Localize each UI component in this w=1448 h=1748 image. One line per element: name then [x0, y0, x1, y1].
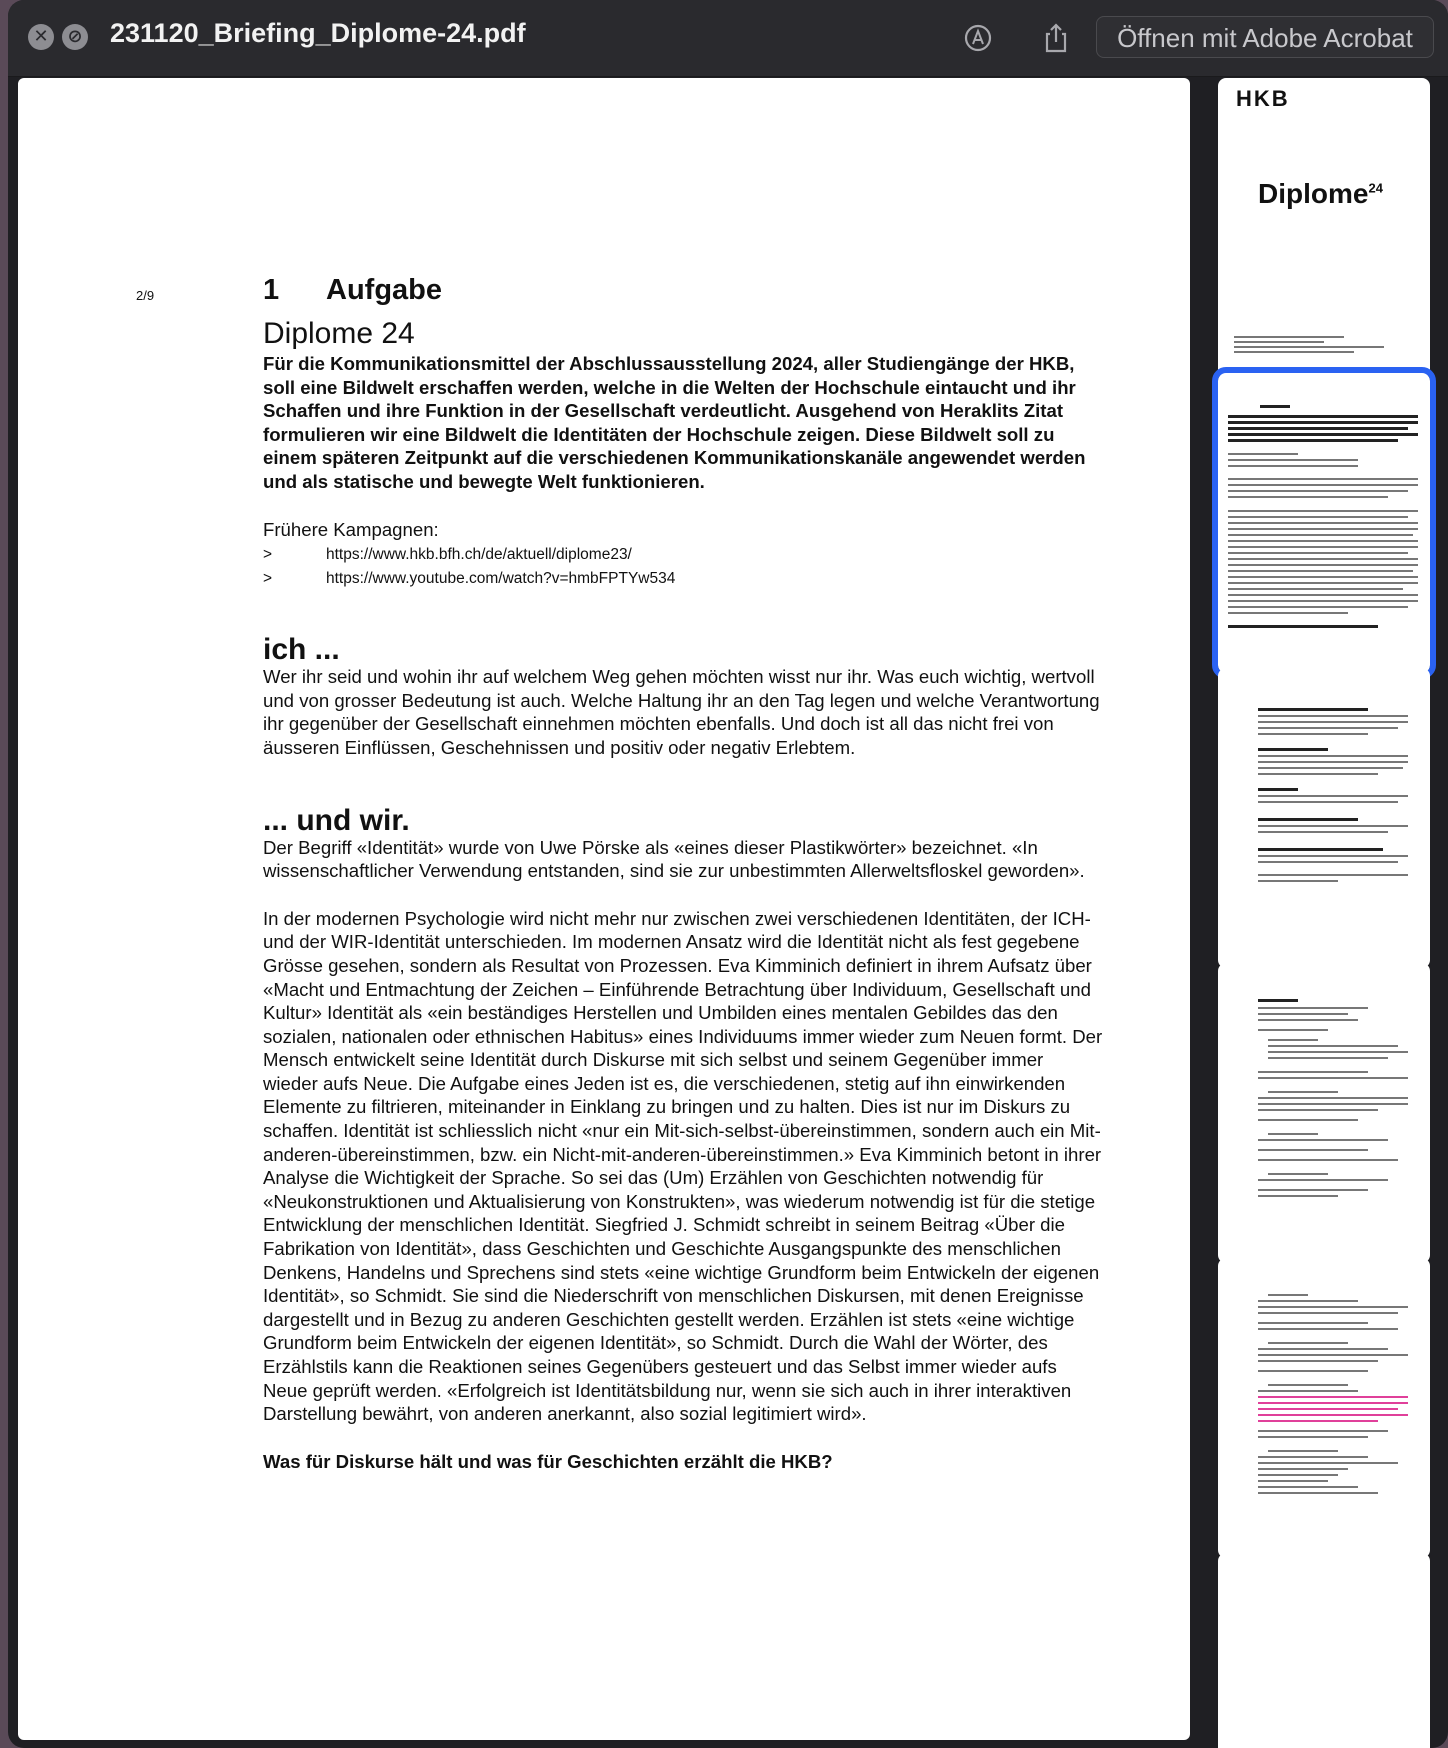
open-with-acrobat-button[interactable]: Öffnen mit Adobe Acrobat [1096, 16, 1434, 58]
thumbnail-page-6[interactable] [1218, 1553, 1430, 1748]
title-bar [8, 0, 1448, 77]
page-content [263, 270, 1103, 1473]
section-wir-title: ... und wir. [263, 803, 410, 837]
campaign-link-item[interactable] [263, 543, 1103, 567]
cover-title-text: Diplome [1258, 178, 1369, 209]
markup-pen-icon[interactable] [960, 20, 996, 56]
hkb-logo: HKB [1236, 86, 1290, 111]
section-wir-text-1: Der Begriff «Identität» wurde von Uwe Pörske als «eines dieser Plastikwörter» bezeichnet. «In wissenschaftlicher Verwendung entstanden, sind sie zur unbestimmten Allerweltsfloskel geworden». [263, 836, 1085, 882]
closing-question: Was für Diskurse hält und was für Geschichten erzählt die HKB? [263, 1450, 833, 1472]
thumbnail-page-1[interactable] [1218, 78, 1430, 378]
campaign-link[interactable]: https://www.youtube.com/watch?v=hmbFPTYw534 [326, 570, 676, 588]
cover-title [1258, 178, 1383, 210]
thumbnail-sidebar[interactable] [1204, 78, 1438, 1748]
disable-circle-icon[interactable]: ⊘ [62, 24, 88, 50]
thumbnail-page-5[interactable] [1218, 1258, 1430, 1558]
close-circle-icon[interactable]: ✕ [28, 24, 54, 50]
campaign-links [263, 543, 1103, 591]
campaigns-label: Frühere Kampagnen: [263, 518, 439, 540]
section-title: Aufgabe [326, 274, 442, 306]
campaign-link[interactable]: https://www.hkb.bfh.ch/de/aktuell/diplome23/ [326, 546, 632, 564]
section-ich-text: Wer ihr seid und wohin ihr auf welchem Weg gehen möchten wisst nur ihr. Was euch wichtig, wertvoll und von grosser Bedeutung ist auch. Welche Haltung ihr an den Tag legen und welche Verantwortung ihr gegenüber der Gesellschaft einnehmen möchten ebenfalls. Und doch ist all das nicht frei von äusseren Einflüssen, Geschehnissen und positiv oder negativ Erlebtem. [263, 666, 1100, 758]
section-heading [263, 270, 1103, 310]
subtitle: Diplome 24 [263, 317, 415, 350]
preview-window [8, 0, 1448, 1748]
section-wir-text-2: In der modernen Psychologie wird nicht mehr nur zwischen zwei verschiedenen Identitäten, der ICH- und der WIR-Identität unterschieden. Im modernen Ansatz wird die Identität nicht als fest gegebene Grösse gesehen, sondern als Resultat von Prozessen. Eva Kimminich definiert in ihrem Aufsatz über «Macht und Entmachtung der Zeichen – Einführende Betrachtung über Individuum, Gesellschaft und Kultur» Identität als «ein beständiges Herstellen und Umbilden eines mentalen Gebildes das den sozialen, nationalen oder ethnischen Habitus» eines Individuums immer wieder zum Neuen formt. Der Mensch entwickelt seine Identität durch Diskurse mit sich selbst und seinem Gegenüber immer wieder aufs Neue. Die Aufgabe eines Jeden ist es, die verschiedenen, stetig auf ihn einwirkenden Elemente zu filtrieren, miteinander in Einklang zu bringen und zu halten. Dies ist nur im Diskurs zu schaffen. Identität ist schliesslich nicht «nur ein Mit-sich-selbst-übereinstimmen, sondern auch ein Mit-anderen-übereinstimmen, bzw. ein Nicht-mit-anderen-übereinstimmen.» Eva Kimminich betont in ihrer Analyse die Wichtigkeit der Sprache. So sei das (Um) Erzählen von Geschichten notwendig für «Neukonstruktionen und Aktualisierung von Konstrukten», was wiederum notwendig ist für die stetige Entwicklung der menschlichen Identität. Siegfried J. Schmidt schreibt in seinem Beitrag «Über die Fabrikation von Identität», dass Geschichten und Geschichte Ausgangspunkte des menschlichen Denkens, Handelns und Sprechens sind stets «eine wichtige Grundform beim Entwickeln der eigenen Identität», so Schmidt. Sie sind die Niederschrift von menschlichen Diskursen, mit denen Ereignisse dargestellt und in Bezug zu anderen Geschichten gestellt werden. Erzählen ist stets «eine wichtige Grundform beim Entwickeln der eigenen Identität», so Schmidt. Durch die Wahl der Wörter, des Erzählstils kann die Reaktionen seines Gegenübers gesteuert und das Selbst immer wieder aufs Neue geprüft werden. «Erfolgreich ist Identitätsbildung nur, wenn sie sich auch in ihrer interaktiven Darstellung bewährt, von anderen anerkannt, also sozial legitimiert wird». [263, 907, 1103, 1425]
lead-paragraph: Für die Kommunikationsmittel der Abschlussausstellung 2024, aller Studiengänge der HKB, soll eine Bildwelt erschaffen werden, welche in die Welten der Hochschule eintaucht und ihr Schaffen und ihre Funktion in der Gesellschaft verdeutlicht. Ausgehend von Heraklits Zitat formulieren wir eine Bildwelt die Identitäten der Hochschule zeigen. Diese Bildwelt soll zu einem späteren Zeitpunkt auf die verschiedenen Kommunikationskanäle angewendet werden und als statische und bewegte Welt funktionieren. [263, 353, 1086, 492]
bullet-marker: > [263, 570, 273, 588]
campaign-link-item[interactable] [263, 567, 1103, 591]
cover-title-sup: 24 [1368, 180, 1383, 196]
section-number: 1 [263, 274, 280, 306]
bullet-marker: > [263, 546, 273, 564]
pdf-page [18, 78, 1190, 1740]
thumbnail-page-4[interactable] [1218, 963, 1430, 1263]
thumbnail-page-3[interactable] [1218, 668, 1430, 968]
document-title: 231120_Briefing_Diplome-24.pdf [110, 18, 526, 48]
thumbnail-page-2[interactable] [1218, 373, 1430, 673]
page-number: 2/9 [136, 288, 155, 303]
share-icon[interactable] [1038, 20, 1074, 56]
section-ich-title: ich ... [263, 633, 340, 667]
